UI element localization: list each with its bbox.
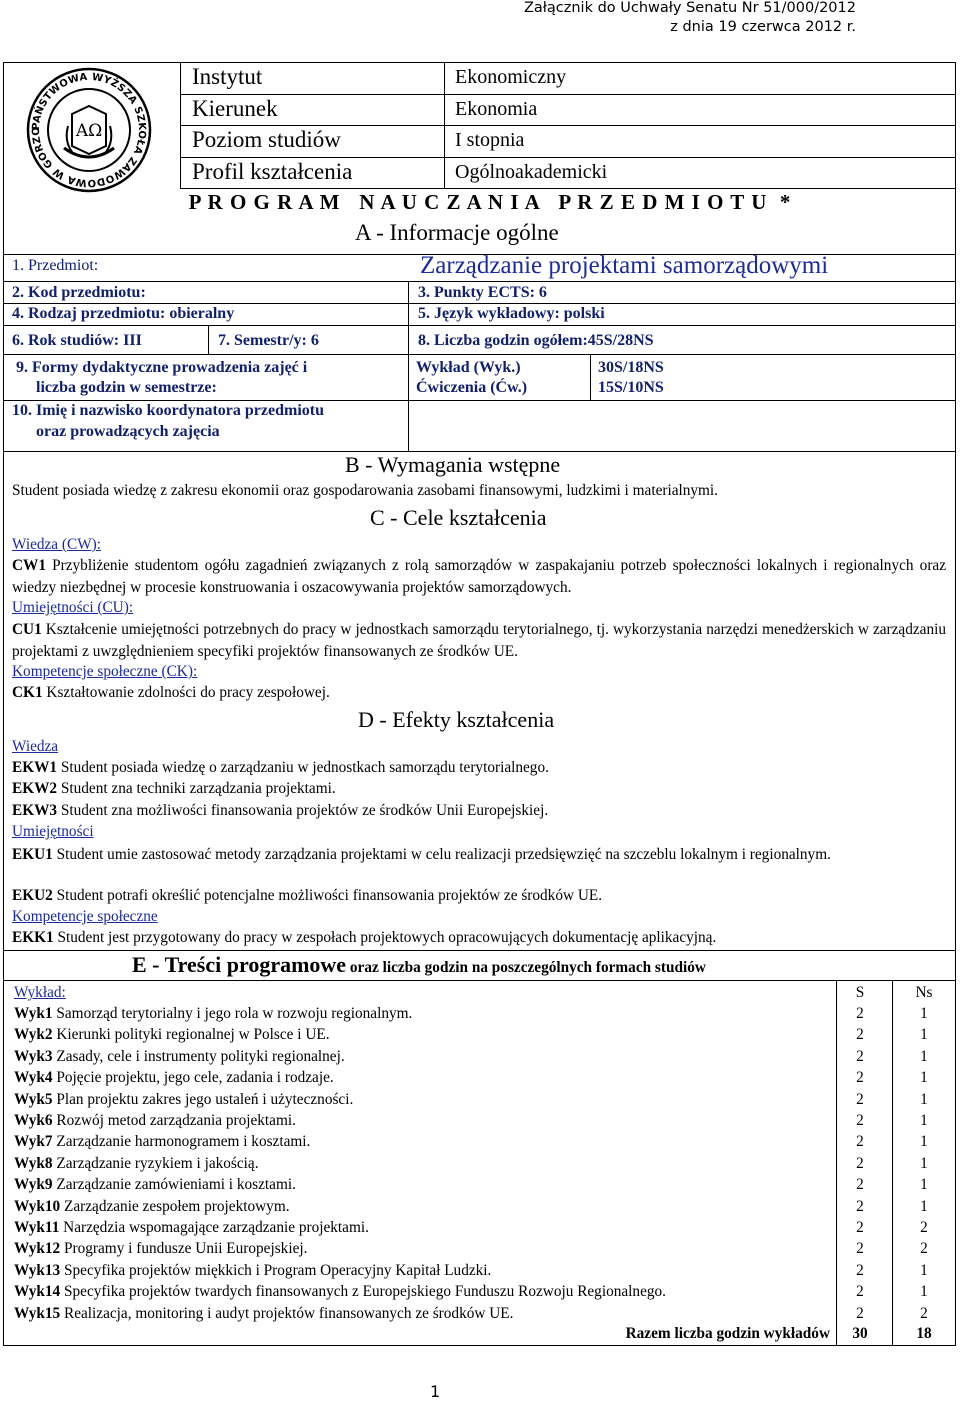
lecture-code: Wyk3 <box>14 1047 53 1065</box>
forms-label-2: liczba godzin w semestrze: <box>36 379 217 396</box>
lecture-row <box>14 1091 353 1109</box>
lecture-hours-ns: 1 <box>920 1069 928 1087</box>
lecture-title: Programy i fundusze Unii Europejskiej. <box>60 1240 308 1258</box>
lecture-code: Wyk6 <box>14 1112 53 1129</box>
lecture-row <box>14 1219 369 1237</box>
subject-label: 1. Przedmiot: <box>12 257 99 274</box>
lecture-title: Specyfika projektów miękkich i Program Operacyjny Kapitał Ludzki. <box>60 1261 492 1279</box>
subject-type: 4. Rodzaj przedmiotu: obieralny <box>12 305 235 322</box>
lecture-code: Wyk7 <box>14 1133 53 1151</box>
effect-eku2-code: EKU2 <box>12 887 53 904</box>
lecture-code: Wyk15 <box>14 1304 61 1322</box>
lecture-title: Zarządzanie harmonogramem i kosztami. <box>52 1133 311 1151</box>
effect-eku1-code: EKU1 <box>12 846 53 863</box>
lecture-hours-ns: 1 <box>920 1154 928 1172</box>
lecture-hours-ns: 1 <box>920 1026 928 1044</box>
header-value-profile: Ogólnoakademicki <box>455 161 608 183</box>
goals-skills-heading: Umiejętności (CU): <box>12 599 134 616</box>
form-exercises-name: Ćwiczenia (Ćw.) <box>416 379 528 396</box>
lecture-code: Wyk9 <box>14 1176 53 1194</box>
section-e-title <box>132 952 706 978</box>
form-exercises-hours: 15S/10NS <box>598 379 664 396</box>
effect-ekw2-text: Student zna techniki zarządzania projektami. <box>57 780 336 797</box>
forms-label-1: 9. Formy dydaktyczne prowadzenia zajęć i <box>16 359 308 376</box>
lecture-code: Wyk12 <box>14 1240 61 1258</box>
lecture-hours-ns: 1 <box>920 1261 928 1279</box>
lecture-hours-ns: 1 <box>920 1197 928 1215</box>
lecture-title: Samorząd terytorialny i jego rola w rozwoju regionalnym. <box>52 1005 413 1022</box>
goal-ck1-text: Kształtowanie zdolności do pracy zespołowej. <box>42 684 330 701</box>
annex-line-1: Załącznik do Uchwały Senatu Nr 51/000/2012 <box>523 0 856 16</box>
lecture-title: Zarządzanie zamówieniami i kosztami. <box>52 1176 296 1194</box>
col-s-header: S <box>855 984 865 1001</box>
semester: 7. Semestr/y: 6 <box>218 332 319 349</box>
effects-skills-heading: Umiejętności <box>12 823 94 840</box>
col-ns-header: Ns <box>915 984 933 1001</box>
lectures-total-ns: 18 <box>916 1325 932 1342</box>
lecture-code: Wyk4 <box>14 1069 53 1087</box>
effect-ekw2-code: EKW2 <box>12 780 58 797</box>
lecture-title: Specyfika projektów twardych finansowanych z Europejskiego Funduszu Rozwoju Regionalnego. <box>60 1283 666 1301</box>
language: 5. Język wykładowy: polski <box>418 305 605 322</box>
lecture-hours-ns: 2 <box>920 1240 928 1258</box>
effect-ekk1-text: Student jest przygotowany do pracy w zespołach projektowych opracowujących dokumentację aplikacyjną. <box>53 929 717 946</box>
lecture-code: Wyk14 <box>14 1283 61 1301</box>
header-value-institute: Ekonomiczny <box>455 66 567 88</box>
lecture-hours-s: 2 <box>856 1219 864 1236</box>
lecture-hours-s: 2 <box>856 1261 864 1279</box>
logo-center: AΩ <box>75 121 103 141</box>
goal-ck1 <box>12 684 330 702</box>
study-year: 6. Rok studiów: III <box>12 332 142 349</box>
effect-ekw3 <box>12 802 548 820</box>
header-label-level: Poziom studiów <box>192 127 341 152</box>
header-label-institute: Instytut <box>192 64 263 89</box>
effect-eku1 <box>12 844 946 866</box>
effect-ekw3-code: EKW3 <box>12 802 58 819</box>
program-title: P R O G R A M N A U C Z A N I A P R Z E D M I O T U * <box>188 190 792 214</box>
effect-ekw3-text: Student zna możliwości finansowania projektów ze środków Unii Europejskiej. <box>57 802 549 819</box>
lecture-hours-ns: 1 <box>920 1133 928 1151</box>
lecture-code: Wyk2 <box>14 1026 53 1044</box>
ects: 3. Punkty ECTS: 6 <box>418 284 547 301</box>
lecture-hours-ns: 1 <box>920 1047 928 1065</box>
lecture-hours-ns: 2 <box>920 1304 928 1322</box>
lecture-hours-s: 2 <box>856 1047 864 1065</box>
goal-cu1-code: CU1 <box>12 621 42 638</box>
lecture-hours-s: 2 <box>856 1197 864 1215</box>
lectures-total-s: 30 <box>852 1325 868 1342</box>
section-a-title: A - Informacje ogólne <box>355 220 559 245</box>
lecture-heading: Wykład: <box>14 984 66 1001</box>
lecture-hours-s: 2 <box>856 1069 864 1087</box>
lecture-hours-s: 2 <box>856 1304 864 1322</box>
university-logo <box>24 66 154 194</box>
lecture-code: Wyk1 <box>14 1005 53 1022</box>
lecture-title: Zarządzanie ryzykiem i jakością. <box>52 1154 259 1172</box>
lecture-hours-s: 2 <box>856 1090 864 1108</box>
lecture-hours-ns: 1 <box>920 1005 928 1022</box>
goal-cw1-text: Przybliżenie studentom ogółu zagadnień związanych z rolą samorządów w zaspakajaniu potrzeb społeczności lokalnych i regionalnych oraz wiedzy niezbędnej w procesie konstruowania i oszacowywania projektów samorządowych. <box>12 557 946 596</box>
goal-cw1-code: CW1 <box>12 557 46 574</box>
form-lecture-name: Wykład (Wyk.) <box>416 359 521 376</box>
header-value-field: Ekonomia <box>455 98 538 120</box>
effect-ekk1 <box>12 929 716 947</box>
effects-competences-heading: Kompetencje społeczne <box>12 908 158 925</box>
header-label-field: Kierunek <box>192 96 278 121</box>
lecture-row <box>14 1262 491 1280</box>
lecture-title: Rozwój metod zarządzania projektami. <box>52 1112 296 1129</box>
lecture-title: Kierunki polityki regionalnej w Polsce i UE. <box>52 1026 330 1044</box>
lecture-hours-s: 2 <box>856 1283 864 1301</box>
effect-ekw1-code: EKW1 <box>12 759 58 776</box>
lecture-hours-s: 2 <box>856 1005 864 1022</box>
coordinator-label-1: 10. Imię i nazwisko koordynatora przedmiotu <box>12 402 324 419</box>
lecture-title: Zarządzanie zespołem projektowym. <box>60 1197 290 1215</box>
header-value-level: I stopnia <box>455 129 525 151</box>
lecture-hours-s: 2 <box>856 1176 864 1194</box>
goal-cu1-text: Kształcenie umiejętności potrzebnych do pracy w jednostkach samorządu terytorialnego, tj. wykorzystania narzędzi menedżerskich w zarządzaniu projektami z uwzględnieniem specyfiki projektów finansowanych ze środków UE. <box>12 621 946 660</box>
hours-total: 8. Liczba godzin ogółem:45S/28NS <box>418 332 654 349</box>
section-c-title: C - Cele kształcenia <box>370 505 547 530</box>
lecture-row <box>14 1133 310 1151</box>
lecture-title: Pojęcie projektu, jego cele, zadania i rodzaje. <box>52 1069 334 1087</box>
lecture-row <box>14 1198 290 1216</box>
section-e-title-main: E - Treści programowe <box>132 952 347 977</box>
lecture-code: Wyk5 <box>14 1090 53 1108</box>
lectures-total-label: Razem liczba godzin wykładów <box>625 1325 830 1342</box>
code-label: 2. Kod przedmiotu: <box>12 284 146 301</box>
section-e-title-sub: oraz liczba godzin na poszczególnych formach studiów <box>346 959 706 976</box>
lecture-row <box>14 1176 296 1194</box>
lecture-row <box>14 1026 330 1044</box>
lecture-title: Plan projektu zakres jego ustaleń i użyteczności. <box>52 1090 354 1108</box>
prerequisites-text: Student posiada wiedzę z zakresu ekonomii oraz gospodarowania zasobami finansowymi, ludzkimi i materialnymi. <box>12 482 719 499</box>
lecture-code: Wyk13 <box>14 1261 61 1279</box>
annex-line-2: z dnia 19 czerwca 2012 r. <box>670 19 856 35</box>
goal-cu1 <box>12 619 946 662</box>
lecture-row <box>14 1240 307 1258</box>
effect-eku1-text: Student umie zastosować metody zarządzania projektami w celu realizacji przedsięwzięć na szczeblu lokalnym i regionalnym. <box>52 846 831 863</box>
lecture-code: Wyk11 <box>14 1219 60 1236</box>
effect-eku2-text: Student potrafi określić potencjalne możliwości finansowania projektów ze środków UE. <box>52 887 603 904</box>
effect-ekw1-text: Student posiada wiedzę o zarządzaniu w jednostkach samorządu terytorialnego. <box>57 759 549 776</box>
lecture-hours-ns: 1 <box>920 1090 928 1108</box>
lecture-code: Wyk8 <box>14 1154 53 1172</box>
effect-eku2 <box>12 887 602 905</box>
lecture-title: Narzędzia wspomagające zarządzanie projektami. <box>59 1219 369 1236</box>
lecture-hours-s: 2 <box>856 1112 864 1129</box>
goals-competences-heading: Kompetencje społeczne (CK): <box>12 663 198 680</box>
lecture-hours-ns: 1 <box>920 1112 928 1129</box>
lecture-hours-s: 2 <box>856 1133 864 1151</box>
effect-ekw1 <box>12 759 549 777</box>
goals-knowledge-heading: Wiedza (CW): <box>12 536 101 553</box>
section-b-title: B - Wymagania wstępne <box>345 452 561 477</box>
effect-ekw2 <box>12 780 336 798</box>
lecture-row <box>14 1112 296 1130</box>
lecture-hours-s: 2 <box>856 1154 864 1172</box>
lecture-row <box>14 1048 345 1066</box>
lecture-title: Zasady, cele i instrumenty polityki regionalnej. <box>52 1047 345 1065</box>
lecture-hours-s: 2 <box>856 1240 864 1258</box>
section-d-title: D - Efekty kształcenia <box>358 707 555 732</box>
lecture-hours-ns: 1 <box>920 1283 928 1301</box>
effects-knowledge-heading: Wiedza <box>12 738 59 755</box>
lecture-row <box>14 1155 259 1173</box>
lecture-code: Wyk10 <box>14 1197 61 1215</box>
effect-ekk1-code: EKK1 <box>12 929 54 946</box>
lecture-row <box>14 1283 666 1301</box>
logo-ring-text: PAŃSTWOWA WYŻSZA SZKOŁA ZAWODOWA W GORZO <box>30 71 148 189</box>
page-number: 1 <box>430 1382 441 1401</box>
lecture-hours-ns: 2 <box>920 1219 928 1236</box>
header-label-profile: Profil kształcenia <box>192 159 353 184</box>
lecture-hours-s: 2 <box>856 1026 864 1044</box>
lecture-row <box>14 1069 334 1087</box>
form-lecture-hours: 30S/18NS <box>598 359 664 376</box>
lecture-hours-ns: 1 <box>920 1176 928 1194</box>
lecture-title: Realizacja, monitoring i audyt projektów finansowanych ze środków UE. <box>60 1304 514 1322</box>
lecture-row <box>14 1305 513 1323</box>
coordinator-label-2: oraz prowadzących zajęcia <box>36 423 220 440</box>
goal-ck1-code: CK1 <box>12 684 43 701</box>
goal-cw1 <box>12 555 946 598</box>
lecture-row <box>14 1005 412 1023</box>
subject-value: Zarządzanie projektami samorządowymi <box>420 252 829 279</box>
